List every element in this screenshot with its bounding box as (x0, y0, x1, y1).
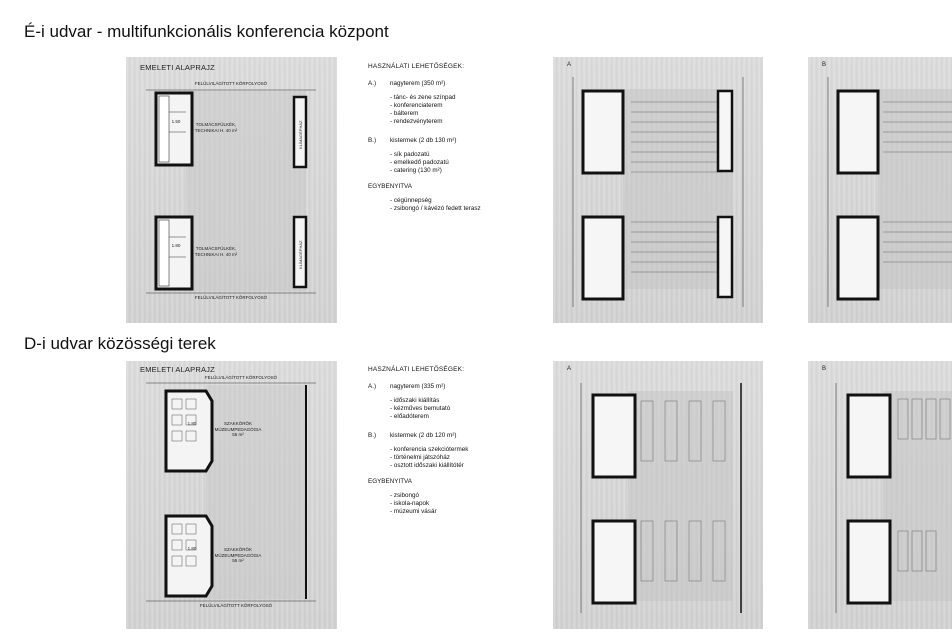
usage-a-item: - bálterem (390, 110, 419, 117)
dimension-label-bottom: 1.80 (187, 546, 197, 551)
plan-view-a-south (553, 361, 763, 629)
plan-label: EMELETI ALAPRAJZ (140, 365, 215, 374)
view-letter: B (822, 62, 827, 68)
floor-plan-south (126, 361, 337, 629)
corridor-label-bottom: FELÜLVILÁGÍTOTT KÖRFOLYOSÓ (194, 295, 268, 300)
usage-together-item: - zsibongó (390, 492, 420, 499)
corridor-label-top: FELÜLVILÁGÍTOTT KÖRFOLYOSÓ (194, 81, 268, 86)
dimension-label-top: 1.50 (171, 119, 181, 124)
usage-header: HASZNÁLATI LEHETŐSÉGEK: (368, 63, 465, 70)
room-label-bottom: SZAKKÖRÖK MÚZEUMPEDAGÓGIA 55 m² (214, 547, 262, 563)
dimension-label-bottom: 1.80 (171, 243, 181, 248)
dimension-label-top: 1.80 (187, 421, 197, 426)
usage-together-item: - cégünnepség (390, 197, 432, 204)
usage-a-item: - konferenciaterem (390, 102, 443, 109)
section-title-north: É-i udvar - multifunkcionális konferencia központ (24, 22, 389, 41)
room-label-top: SZAKKÖRÖK MÚZEUMPEDAGÓGIA 55 m² (214, 421, 262, 437)
usage-a-code: A.) (368, 383, 377, 390)
usage-b-item: - történelmi játszóház (390, 454, 450, 461)
plan-view-b-north-drawing (808, 57, 952, 323)
usage-together: EGYBENYITVA (368, 183, 412, 190)
side-label-bottom: KLÍMAGÉPHÁZ (298, 240, 303, 269)
plan-view-b-north (808, 57, 952, 323)
usage-a-item: - kézműves bemutató (390, 405, 451, 412)
usage-b-code: B.) (368, 137, 377, 144)
usage-a-title: nagyterem (350 m²) (390, 80, 446, 87)
plan-view-a-north-drawing (553, 57, 763, 323)
corridor-label-bottom: FELÜLVILÁGÍTOTT KÖRFOLYOSÓ (199, 603, 273, 608)
plan-view-a-south-drawing (553, 361, 763, 629)
usage-a-code: A.) (368, 80, 377, 87)
usage-together: EGYBENYITVA (368, 478, 412, 485)
view-letter: A (567, 366, 572, 372)
floor-plan-north (126, 57, 337, 323)
side-label-top: KLÍMAGÉPHÁZ (298, 120, 303, 149)
plan-view-a-north (553, 57, 763, 323)
usage-header: HASZNÁLATI LEHETŐSÉGEK: (368, 366, 465, 373)
usage-b-code: B.) (368, 432, 377, 439)
usage-together-item: - múzeumi vásár (390, 508, 437, 515)
usage-list-north (368, 63, 538, 213)
plan-label: EMELETI ALAPRAJZ (140, 63, 215, 72)
section-title-south: D-i udvar közösségi terek (24, 334, 216, 353)
corridor-label-top: FELÜLVILÁGÍTOTT KÖRFOLYOSÓ (204, 375, 278, 380)
usage-a-item: - rendezvényterem (390, 118, 443, 125)
usage-b-item: - catering (130 m²) (390, 167, 442, 174)
usage-list-south (368, 366, 538, 516)
view-letter: A (567, 62, 572, 68)
usage-a-item: - időszaki kiállítás (390, 397, 440, 404)
plan-view-b-south-drawing (808, 361, 952, 629)
usage-together-item: - zsibongó / kávézó fedett terasz (390, 205, 481, 212)
floor-plan-south-drawing (126, 361, 337, 629)
usage-b-item: - konferencia szekciótermek (390, 446, 469, 453)
plan-view-b-south (808, 361, 952, 629)
usage-together-item: - iskola-napok (390, 500, 430, 507)
usage-a-title: nagyterem (335 m²) (390, 383, 446, 390)
usage-b-item: - sík padozatú (390, 151, 430, 158)
room-label-bottom: TOLMÁCSFÜLKÉK, TECHNIKAI H. 40 m² (194, 246, 238, 257)
view-letter: B (822, 366, 827, 372)
usage-b-title: kistermek (2 db 130 m²) (390, 137, 457, 144)
floor-plan-north-drawing (126, 57, 337, 323)
usage-b-item: - osztott időszaki kiállítótér (390, 462, 464, 469)
usage-a-item: - előadóterem (390, 413, 429, 420)
usage-a-item: - tánc- és zene színpad (390, 94, 456, 101)
room-label-top: TOLMÁCSFÜLKÉK, TECHNIKAI H. 40 m² (194, 122, 238, 133)
usage-b-title: kistermek (2 db 120 m²) (390, 432, 457, 439)
usage-b-item: - emelkedő padozatú (390, 159, 449, 166)
